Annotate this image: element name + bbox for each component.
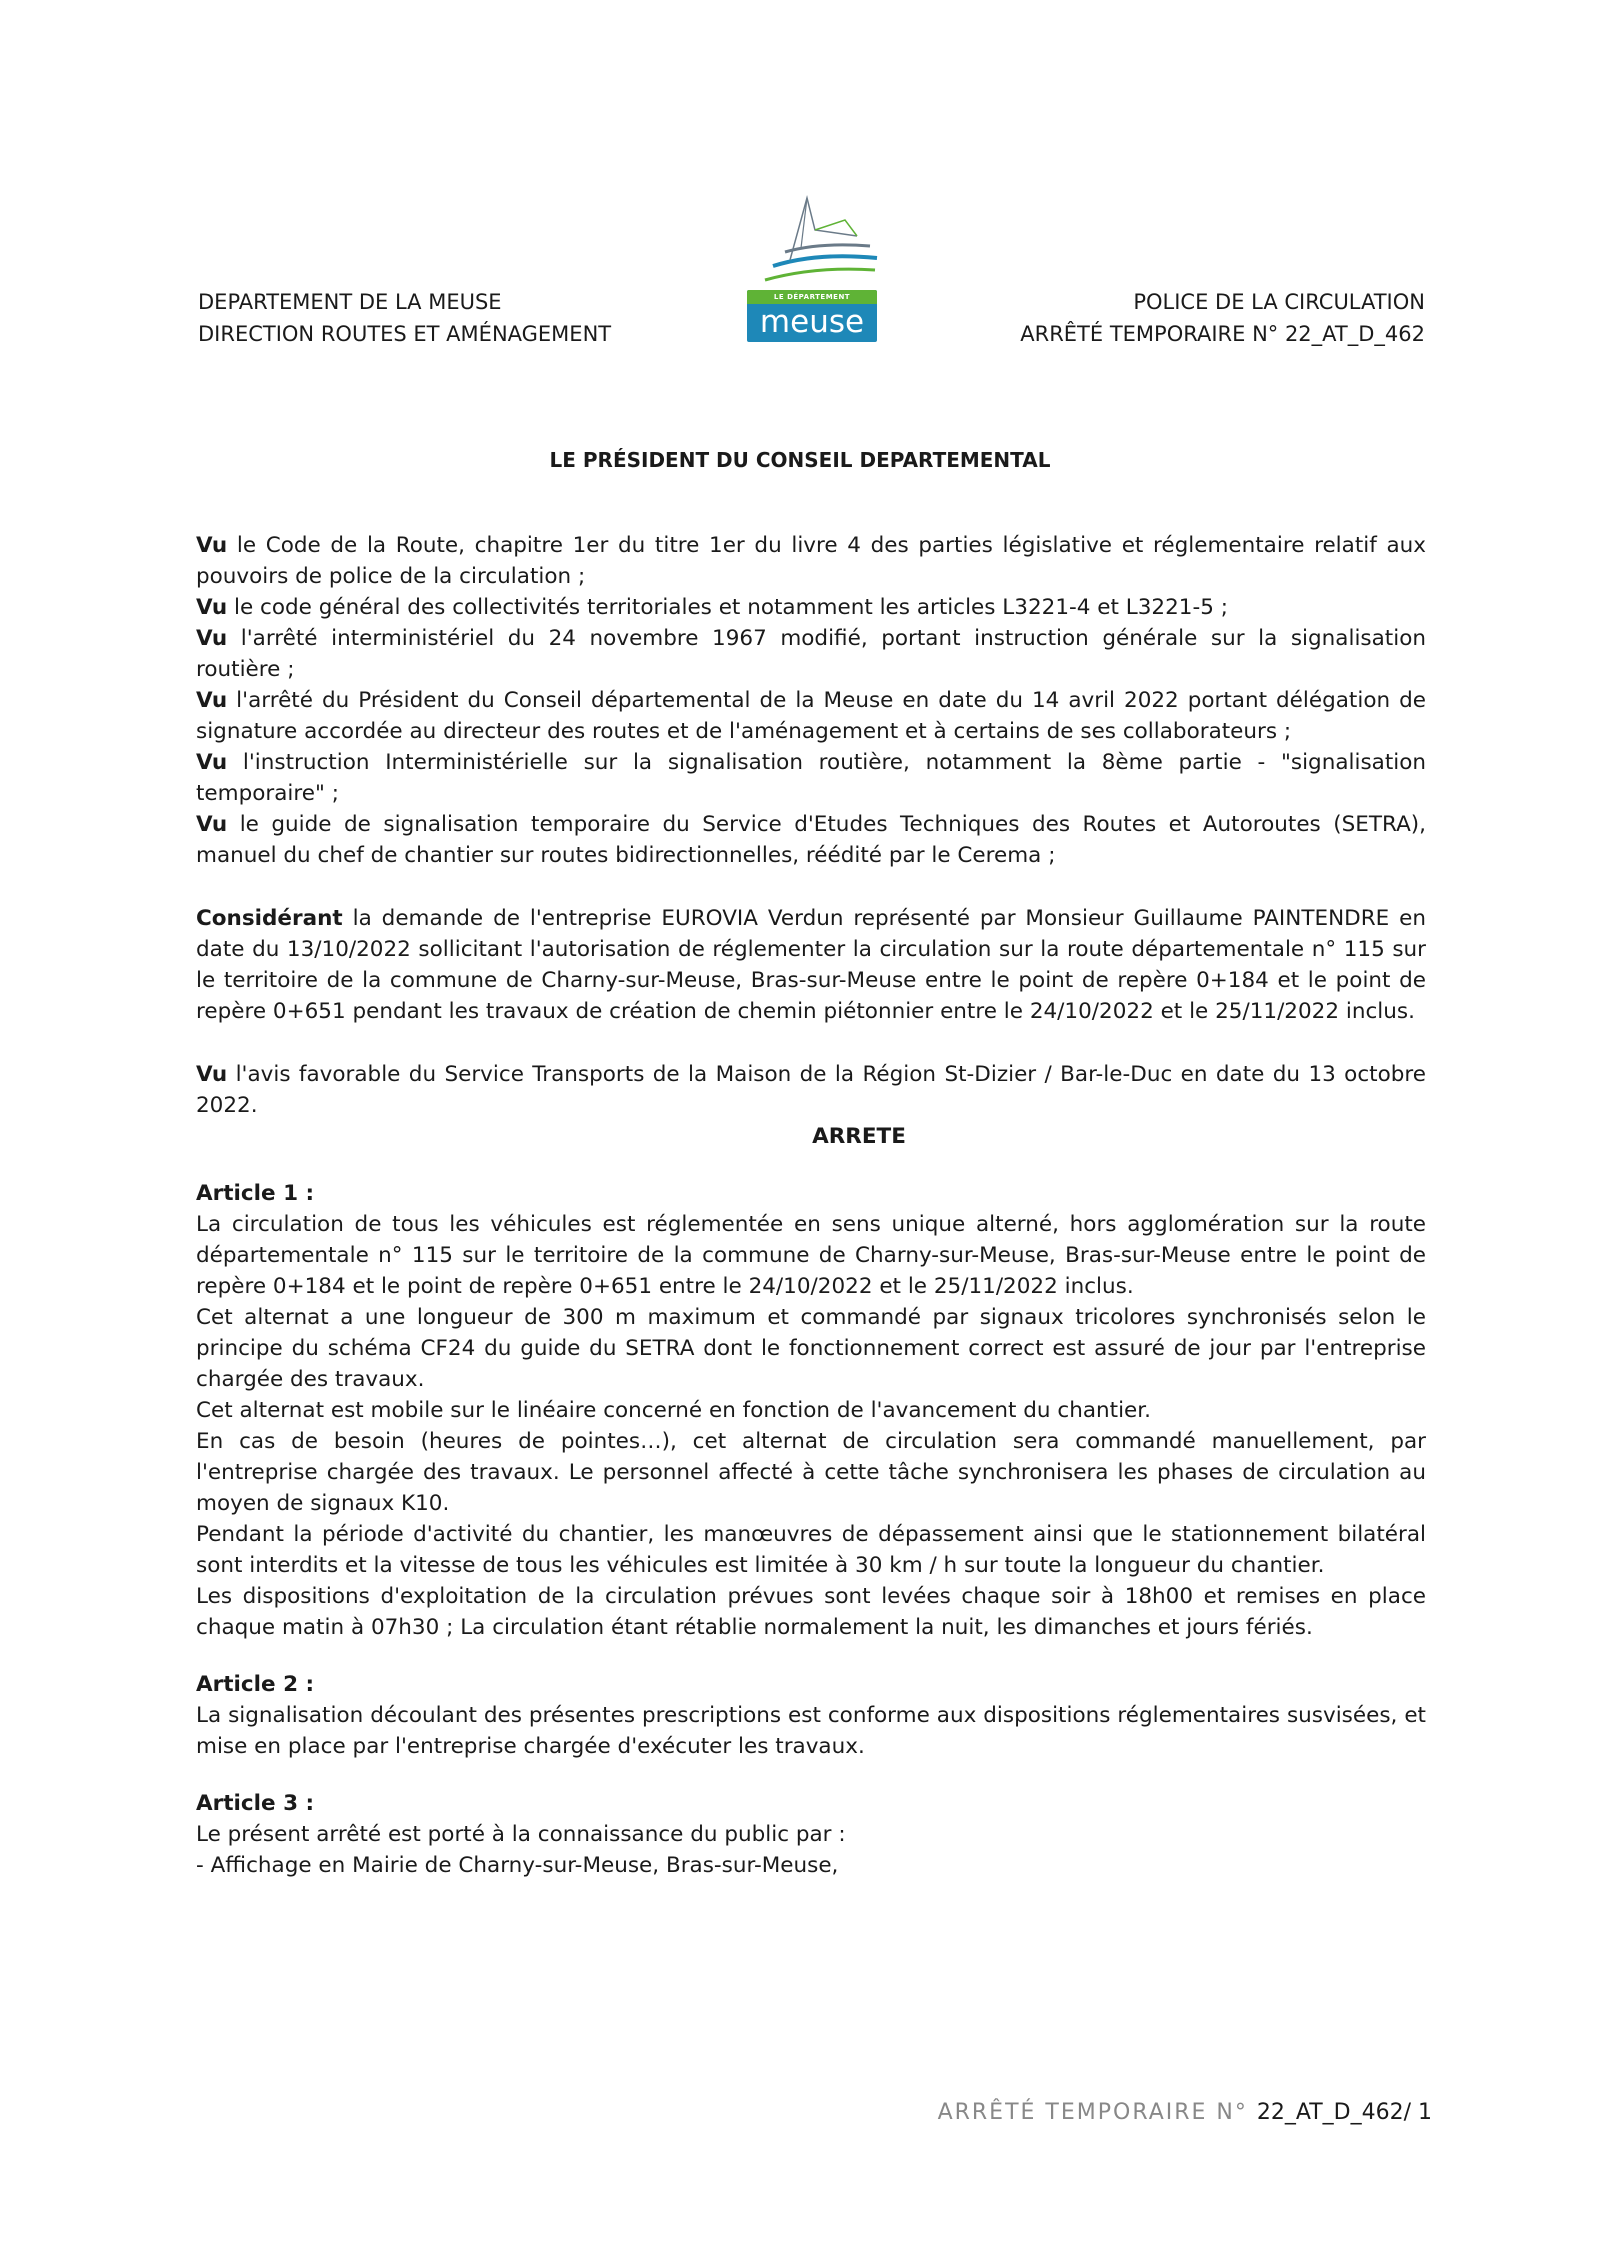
article-1-paragraph: Pendant la période d'activité du chantier, les manœuvres de dépassement ainsi que le stationnement bilatéral sont interdits et la vitesse de tous les véhicules est limitée à 30 km / h sur toute la longueur du chantier. bbox=[196, 1522, 1426, 1578]
article-1-paragraph: Cet alternat a une longueur de 300 m maximum et commandé par signaux tricolores synchronisés selon le principe du schéma CF24 du guide du SETRA dont le fonctionnement correct est assuré de jour par l'entreprise chargée des travaux. bbox=[196, 1305, 1426, 1392]
vu-item: Vu le code général des collectivités territoriales et notamment les articles L3221-4 et L3221-5 ; bbox=[196, 595, 1228, 620]
department-name: DEPARTEMENT DE LA MEUSE bbox=[198, 290, 502, 314]
header-left bbox=[198, 286, 611, 350]
footer-label: ARRÊTÉ TEMPORAIRE N° bbox=[937, 2100, 1257, 2125]
article-2-paragraph: La signalisation découlant des présentes prescriptions est conforme aux dispositions réglementaires susvisées, et mise en place par l'entreprise chargée d'exécuter les travaux. bbox=[196, 1703, 1426, 1759]
logo-graphic-icon bbox=[745, 190, 885, 290]
meuse-logo bbox=[745, 190, 885, 350]
direction-name: DIRECTION ROUTES ET AMÉNAGEMENT bbox=[198, 322, 612, 346]
vu-avis-paragraph: Vu l'avis favorable du Service Transports de la Maison de la Région St-Dizier / Bar-le-Duc en date du 13 octobre 2022. bbox=[196, 1062, 1426, 1118]
footer-page-number: 22_AT_D_462/ 1 bbox=[1256, 2100, 1432, 2125]
vu-item: Vu l'instruction Interministérielle sur la signalisation routière, notamment la 8ème partie - "signalisation temporaire" ; bbox=[196, 750, 1426, 806]
vu-item: Vu le Code de la Route, chapitre 1er du titre 1er du livre 4 des parties législative et réglementaire relatif aux pouvoirs de police de la circulation ; bbox=[196, 533, 1426, 589]
arrete-reference: ARRÊTÉ TEMPORAIRE N° 22_AT_D_462 bbox=[1020, 322, 1425, 346]
vu-item: Vu le guide de signalisation temporaire du Service d'Etudes Techniques des Routes et Autoroutes (SETRA), manuel du chef de chantier sur routes bidirectionnelles, réédité par le Cerema ; bbox=[196, 812, 1426, 868]
article-1-paragraph: En cas de besoin (heures de pointes…), cet alternat de circulation sera commandé manuellement, par l'entreprise chargée des travaux. Le personnel affecté à cette tâche synchronisera les phases de circulation au moyen de signaux K10. bbox=[196, 1429, 1426, 1516]
document-body bbox=[196, 530, 1426, 1881]
logo-badge bbox=[747, 290, 877, 342]
article-1-paragraph: Cet alternat est mobile sur le linéaire concerné en fonction de l'avancement du chantier. bbox=[196, 1398, 1151, 1423]
article-2-heading: Article 2 : bbox=[196, 1672, 315, 1697]
vu-item: Vu l'arrêté du Président du Conseil départemental de la Meuse en date du 14 avril 2022 portant délégation de signature accordée au directeur des routes et de l'aménagement et à certains de ses collaborateurs ; bbox=[196, 688, 1426, 744]
article-1-paragraph: Les dispositions d'exploitation de la circulation prévues sont levées chaque soir à 18h00 et remises en place chaque matin à 07h30 ; La circulation étant rétablie normalement la nuit, les dimanches et jours fériés. bbox=[196, 1584, 1426, 1640]
article-3-paragraph: - Affichage en Mairie de Charny-sur-Meuse, Bras-sur-Meuse, bbox=[196, 1853, 839, 1878]
arrete-heading: ARRETE bbox=[812, 1124, 906, 1149]
article-1-heading: Article 1 : bbox=[196, 1181, 315, 1206]
logo-band-text: LE DÉPARTEMENT bbox=[747, 290, 877, 304]
article-3-heading: Article 3 : bbox=[196, 1791, 315, 1816]
vu-item: Vu l'arrêté interministériel du 24 novembre 1967 modifié, portant instruction générale sur la signalisation routière ; bbox=[196, 626, 1426, 682]
considerant-paragraph: Considérant la demande de l'entreprise EUROVIA Verdun représenté par Monsieur Guillaume PAINTENDRE en date du 13/10/2022 sollicitant l'autorisation de réglementer la circulation sur la route départementale n° 115 sur le territoire de la commune de Charny-sur-Meuse, Bras-sur-Meuse entre le point de repère 0+184 et le point de repère 0+651 pendant les travaux de création de chemin piétonnier entre le 24/10/2022 et le 25/11/2022 inclus. bbox=[196, 906, 1426, 1024]
police-label: POLICE DE LA CIRCULATION bbox=[1133, 290, 1425, 314]
logo-name-text: meuse bbox=[759, 304, 865, 340]
article-3-paragraph: Le présent arrêté est porté à la connaissance du public par : bbox=[196, 1822, 846, 1847]
page-footer bbox=[938, 2100, 1432, 2125]
article-1-paragraph: La circulation de tous les véhicules est réglementée en sens unique alterné, hors agglomération sur la route départementale n° 115 sur le territoire de la commune de Charny-sur-Meuse, Bras-sur-Meuse entre le point de repère 0+184 et le point de repère 0+651 entre le 24/10/2022 et le 25/11/2022 inclus. bbox=[196, 1212, 1426, 1299]
header-right bbox=[1020, 286, 1425, 350]
page-title: LE PRÉSIDENT DU CONSEIL DEPARTEMENTAL bbox=[549, 448, 1051, 472]
